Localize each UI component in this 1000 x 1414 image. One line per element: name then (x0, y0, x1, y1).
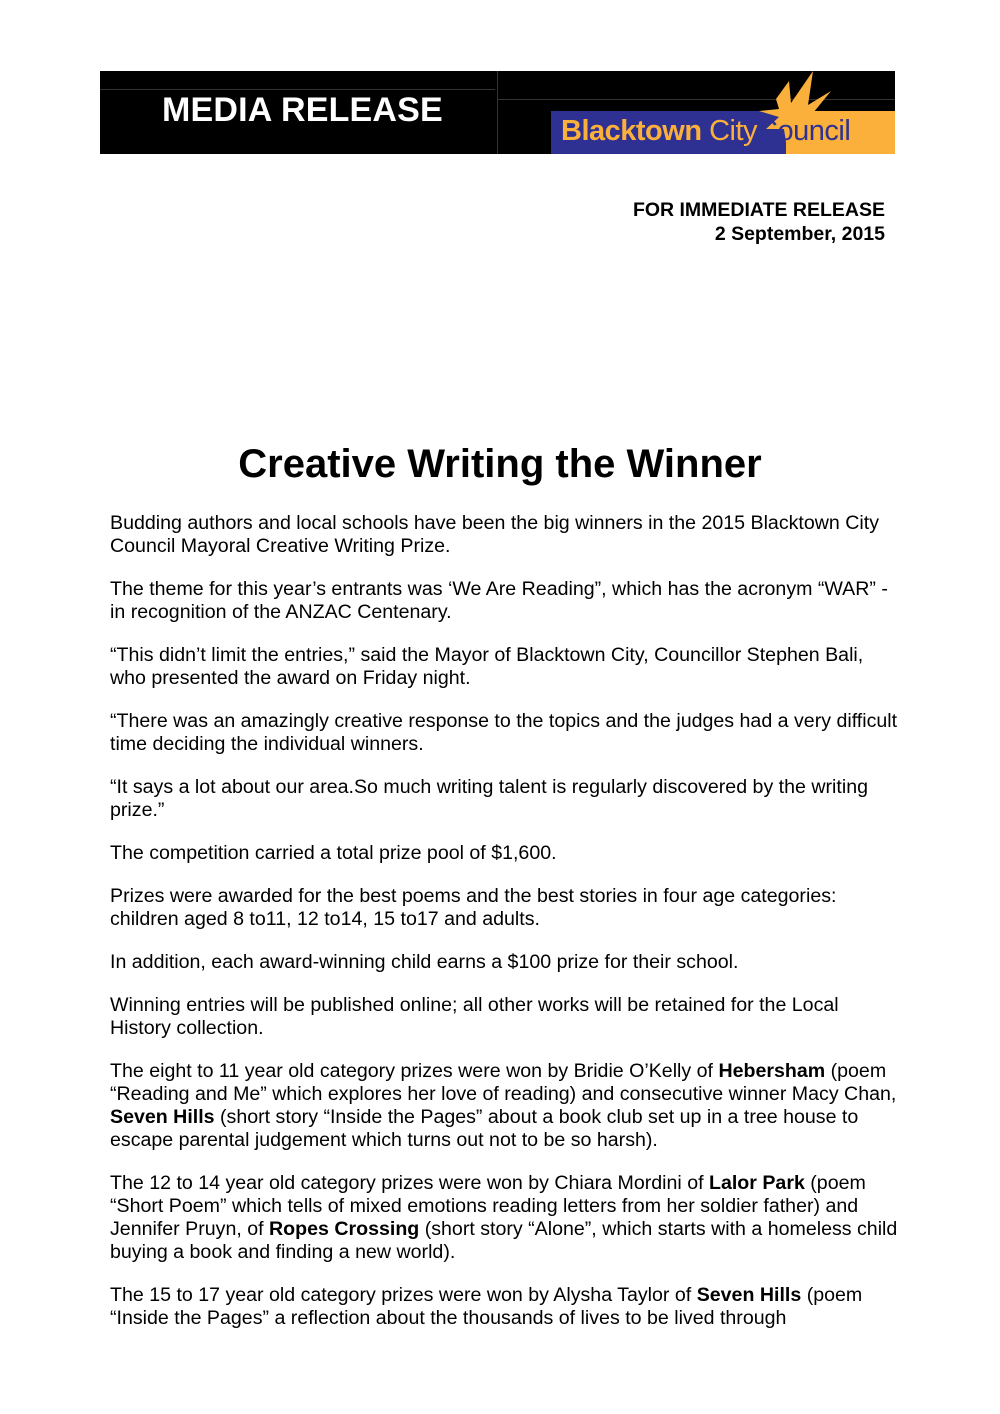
text-segment: The competition carried a total prize pool of $1,600. (110, 842, 557, 864)
paragraph (110, 951, 900, 974)
bold-location: Hebersham (718, 1060, 826, 1082)
paragraph (110, 885, 900, 931)
paragraph (110, 512, 900, 558)
bold-location: Lalor Park (709, 1172, 805, 1194)
text-segment: (poem “Inside the Pages” a reflection about the thousands of lives to be lived through (110, 1284, 863, 1329)
paragraph (110, 776, 900, 822)
text-segment: Winning entries will be published online; all other works will be retained for the Local History collection. (110, 994, 839, 1039)
text-segment: (short story “Inside the Pages” about a book club set up in a tree house to escape parental judgement which turns out not to be so harsh). (110, 1106, 859, 1151)
text-segment: Budding authors and local schools have been the big winners in the 2015 Blacktown City Council Mayoral Creative Writing Prize. (110, 512, 879, 557)
paragraph (110, 578, 900, 624)
text-segment: The 15 to 17 year old category prizes were won by Alysha Taylor of (110, 1284, 697, 1306)
text-segment: (short story “Alone”, which starts with a homeless child buying a book and finding a new world). (110, 1218, 898, 1263)
text-segment: “This didn’t limit the entries,” said the Mayor of Blacktown City, Councillor Stephen Bali, who presented the award on Friday night. (110, 644, 864, 689)
paragraph (110, 1284, 900, 1330)
paragraph (110, 994, 900, 1040)
page-title: Creative Writing the Winner (238, 442, 762, 486)
logo-word-blacktown: Blacktown (561, 115, 702, 147)
release-info (633, 198, 885, 246)
bold-location: Ropes Crossing (269, 1218, 420, 1240)
release-label: FOR IMMEDIATE RELEASE (632, 199, 885, 221)
paragraph (110, 842, 900, 865)
text-segment: “It says a lot about our area.So much writing talent is regularly discovered by the writing prize.” (110, 776, 868, 821)
logo-word-council: Council (757, 115, 851, 147)
text-segment: The eight to 11 year old category prizes were won by Bridie O’Kelly of (110, 1060, 719, 1082)
text-segment: In addition, each award-winning child earns a $100 prize for their school. (110, 951, 739, 973)
text-segment: (poem “Short Poem” which tells of mixed emotions reading letters from her soldier father) and Jennifer Pruyn, of (110, 1172, 866, 1240)
banner-title: MEDIA RELEASE (162, 91, 443, 129)
blacktown-city-council-logo (551, 71, 895, 154)
paragraph (110, 644, 900, 690)
paragraph (110, 1172, 900, 1264)
bold-location: Seven Hills (696, 1284, 802, 1306)
text-segment: “There was an amazingly creative response to the topics and the judges had a very difficult time deciding the individual winners. (110, 710, 898, 755)
text-segment: The 12 to 14 year old category prizes were won by Chiara Mordini of (110, 1172, 709, 1194)
logo-word-city: City (709, 115, 758, 147)
text-segment: Prizes were awarded for the best poems and the best stories in four age categories: children aged 8 to11, 12 to14, 15 to17 and adults. (110, 885, 837, 930)
text-segment: (poem “Reading and Me” which explores her love of reading) and consecutive winner Macy Chan, (110, 1060, 897, 1105)
media-release-banner (100, 71, 895, 154)
bold-location: Seven Hills (110, 1106, 215, 1128)
text-segment: The theme for this year’s entrants was ‘We Are Reading”, which has the acronym “WAR” - in recognition of the ANZAC Centenary. (110, 578, 888, 623)
paragraph (110, 1060, 900, 1152)
article-body (110, 512, 900, 1350)
paragraph (110, 710, 900, 756)
release-date: 2 September, 2015 (714, 223, 885, 245)
